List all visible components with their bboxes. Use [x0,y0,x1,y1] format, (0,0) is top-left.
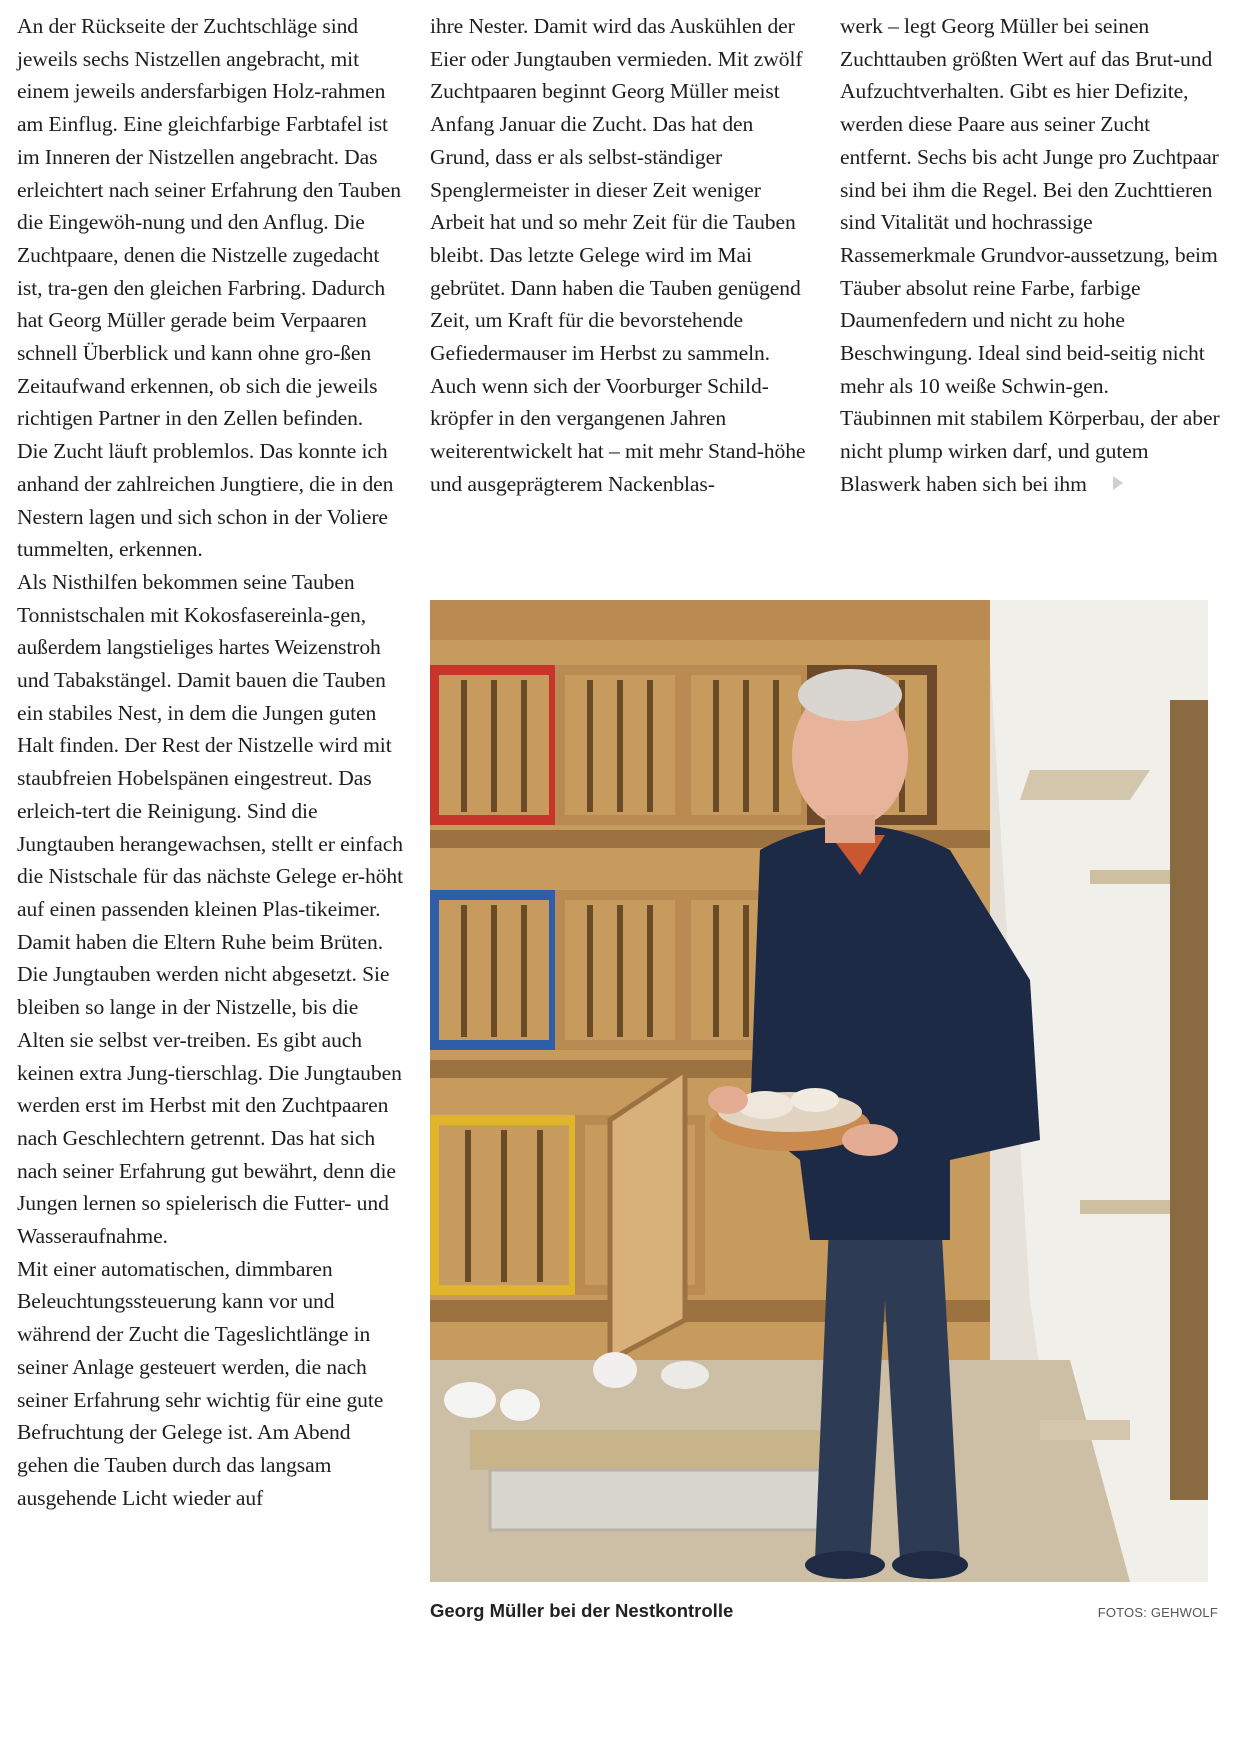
photo-credit: FOTOS: GEHWOLF [1097,1605,1218,1620]
paragraph-text: Täubinnen mit stabilem Körperbau, der aber nicht plump wirken darf, und gutem Blaswerk haben sich bei ihm [840,406,1220,496]
article-photo [430,600,1208,1582]
text-column-2 [430,10,815,501]
photo-illustration [430,600,1208,1582]
paragraph: An der Rückseite der Zuchtschläge sind jeweils sechs Nistzellen angebracht, mit einem jeweils andersfarbigen Holz-rahmen am Einflug. Eine gleichfarbige Farbtafel ist im Inneren der Nistzellen angebracht. Das erleichtert nach seiner Erfahrung den Tauben die Eingewöh-nung und den Anflug. Die Zuchtpaare, denen die Nistzelle zugedacht ist, tra-gen den gleichen Farbring. Dadurch hat Georg Müller gerade beim Verpaaren schnell Überblick und kann ohne gro-ßen Zeitaufwand erkennen, ob sich die jeweils richtigen Partner in den Zellen befinden. [17,14,401,431]
text-column-3 [840,10,1225,501]
continue-arrow-icon [1113,476,1123,490]
paragraph [840,402,1225,500]
paragraph: Als Nisthilfen bekommen seine Tauben Tonnistschalen mit Kokosfasereinla-gen, außerdem langstieliges hartes Weizenstroh und Tabakstängel. Damit bauen die Tauben ein stabiles Nest, in dem die Jungen guten Halt finden. Der Rest der Nistzelle wird mit staubfreien Hobelspänen eingestreut. Das erleich-tert die Reinigung. Sind die Jungtauben herangewachsen, stellt er einfach die Nistschale für das nächste Gelege er-höht auf einen passenden kleinen Plas-tikeimer. Damit haben die Eltern Ruhe beim Brüten. Die Jungtauben werden nicht abgesetzt. Sie bleiben so lange in der Nistzelle, bis die Alten sie selbst ver-treiben. Es gibt auch keinen extra Jung-tierschlag. Die Jungtauben werden erst im Herbst mit den Zuchtpaaren nach Geschlechtern getrennt. Das hat sich nach seiner Erfahrung gut bewährt, denn die Jungen lernen so spielerisch die Futter- und Wasseraufnahme. [17,569,404,1249]
photo-caption: Georg Müller bei der Nestkontrolle [430,1600,734,1621]
paragraph: Auch wenn sich der Voorburger Schild-kröpfer in den vergangenen Jahren weiterentwickelt hat – mit mehr Stand-höhe und ausgeprägterem Nackenblas- [430,373,806,496]
text-column-1 [17,10,405,1514]
paragraph: Die Zucht läuft problemlos. Das konnte ich anhand der zahlreichen Jungtiere, die in den Nestern lagen und sich schon in der Voliere tummelten, erkennen. [17,439,394,562]
paragraph: werk – legt Georg Müller bei seinen Zuchttauben größten Wert auf das Brut-und Aufzuchtverhalten. Gibt es hier Defizite, werden diese Paare aus seiner Zucht entfernt. Sechs bis acht Junge pro Zuchtpaar sind bei ihm die Regel. Bei den Zuchttieren sind Vitalität und hochrassige Rassemerkmale Grundvor-aussetzung, beim Täuber absolut reine Farbe, farbige Daumenfedern und nicht zu hohe Beschwingung. Ideal sind beid-seitig nicht mehr als 10 weiße Schwin-gen. [840,14,1219,398]
paragraph: ihre Nester. Damit wird das Auskühlen der Eier oder Jungtauben vermieden. Mit zwölf Zuchtpaaren beginnt Georg Müller meist Anfang Januar die Zucht. Das hat den Grund, dass er als selbst-ständiger Spenglermeister in dieser Zeit weniger Arbeit hat und so mehr Zeit für die Tauben bleibt. Das letzte Gelege wird im Mai gebrütet. Dann haben die Tauben genügend Zeit, um Kraft für die bevorstehende Gefiedermauser im Herbst zu sammeln. [430,14,803,366]
paragraph: Mit einer automatischen, dimmbaren Beleuchtungssteuerung kann vor und während der Zucht die Tageslichtlänge in seiner Anlage gesteuert werden, die nach seiner Erfahrung sehr wichtig für eine gute Befruchtung der Gelege ist. Am Abend gehen die Tauben durch das langsam ausgehende Licht wieder auf [17,1256,384,1510]
